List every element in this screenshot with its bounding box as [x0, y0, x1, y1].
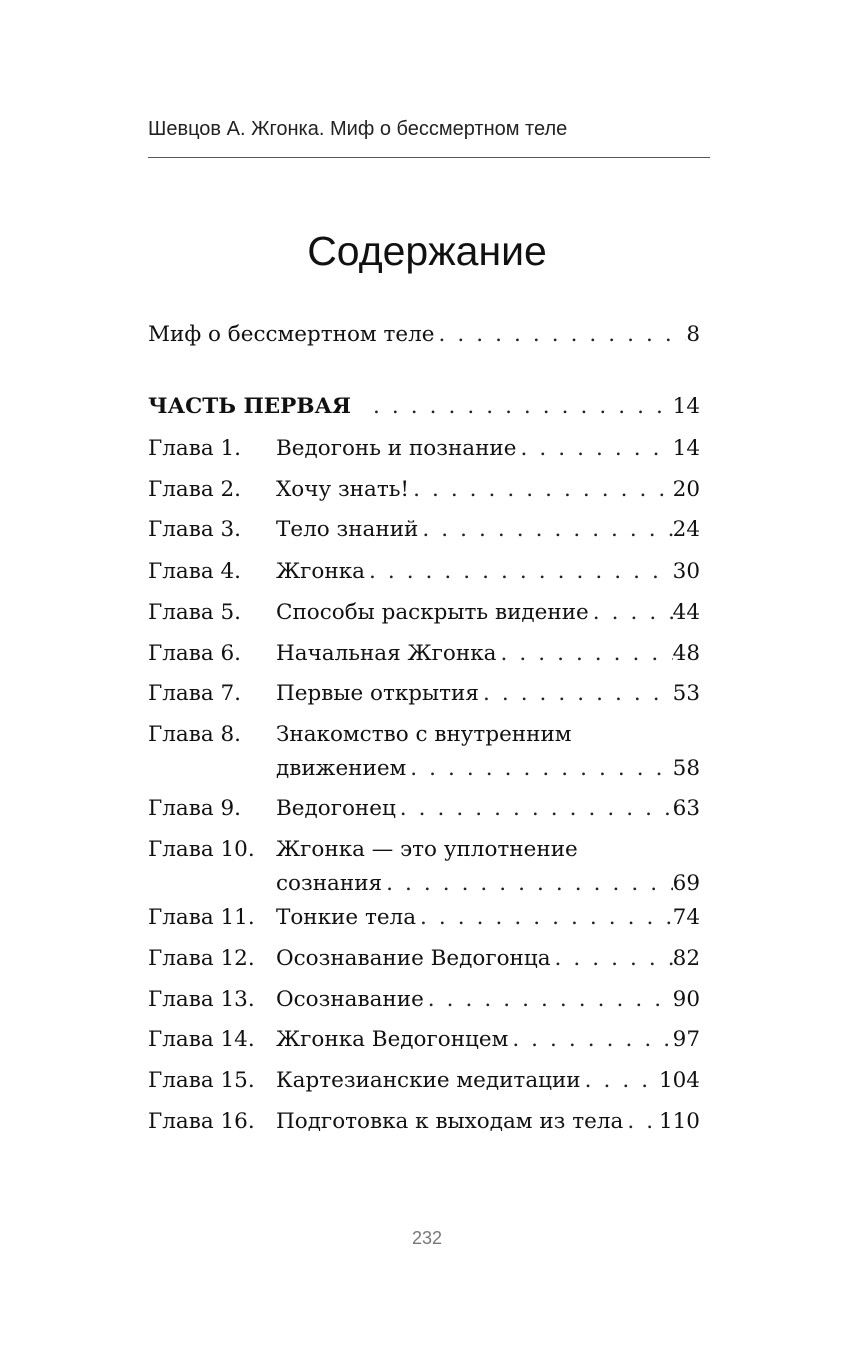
toc-entry-page: 8: [686, 322, 700, 347]
running-header: Шевцов А. Жгонка. Миф о бессмертном теле: [148, 118, 568, 140]
toc-part-title: ЧАСТЬ ПЕРВАЯ: [148, 394, 351, 419]
chapter-page: 20: [672, 477, 700, 502]
chapter-title: Способы раскрыть видение: [276, 600, 589, 625]
dot-leader: [623, 1105, 659, 1139]
chapter-title: Жгонка Ведогонцем: [276, 1027, 509, 1052]
chapter-label: Глава 14.: [148, 1027, 255, 1052]
chapter-title-line1: Жгонка — это уплотнение: [276, 837, 578, 862]
chapter-label: Глава 6.: [148, 641, 241, 666]
header-rule: [148, 157, 710, 158]
chapter-title: Ведогонь и познание: [276, 436, 517, 461]
chapter-label: Глава 13.: [148, 987, 255, 1012]
dot-leader: [424, 983, 673, 1017]
chapter-title: сознания: [276, 871, 383, 896]
chapter-page: 24: [672, 517, 700, 542]
chapter-page: 14: [672, 436, 700, 461]
dot-leader: [434, 318, 686, 352]
chapter-title: Жгонка: [276, 559, 365, 584]
toc-entry-title: Миф о бессмертном теле: [148, 322, 435, 347]
chapter-title: Подготовка к выходам из тела: [276, 1109, 624, 1134]
chapter-page: 110: [658, 1109, 700, 1134]
chapter-title: Начальная Жгонка: [276, 641, 497, 666]
chapter-title: Картезианские медитации: [276, 1068, 581, 1093]
chapter-label: Глава 10.: [148, 837, 255, 862]
dot-leader: [416, 901, 673, 935]
dot-leader: [396, 792, 673, 826]
chapter-page: 44: [672, 600, 700, 625]
dot-leader: [365, 555, 673, 589]
toc-entry-page: 14: [672, 394, 700, 419]
chapter-page: 53: [672, 681, 700, 706]
chapter-page: 63: [672, 796, 700, 821]
chapter-title: Первые открытия: [276, 681, 479, 706]
chapter-label: Глава 2.: [148, 477, 241, 502]
chapter-page: 30: [672, 559, 700, 584]
chapter-page: 104: [658, 1068, 700, 1093]
chapter-title: Тело знаний: [276, 517, 419, 542]
chapter-label: Глава 12.: [148, 946, 255, 971]
chapter-label: Глава 4.: [148, 559, 241, 584]
dot-leader: [551, 942, 673, 976]
chapter-title: Осознавание: [276, 987, 424, 1012]
chapter-title: Осознавание Ведогонца: [276, 946, 551, 971]
dot-leader: [516, 432, 672, 466]
dot-leader: [418, 513, 672, 547]
page-title: Содержание: [307, 228, 547, 274]
chapter-page: 74: [672, 905, 700, 930]
dot-leader: [369, 390, 673, 424]
chapter-label: Глава 7.: [148, 681, 241, 706]
chapter-label: Глава 15.: [148, 1068, 255, 1093]
chapter-label: Глава 11.: [148, 905, 255, 930]
dot-leader: [409, 473, 673, 507]
chapter-page: 82: [672, 946, 700, 971]
dot-leader: [581, 1064, 659, 1098]
chapter-page: 48: [672, 641, 700, 666]
dot-leader: [496, 637, 672, 671]
chapter-label: Глава 1.: [148, 436, 241, 461]
chapter-title: Тонкие тела: [276, 905, 417, 930]
dot-leader: [382, 867, 673, 901]
dot-leader: [508, 1023, 672, 1057]
chapter-label: Глава 9.: [148, 796, 241, 821]
page-number: 232: [411, 1228, 443, 1248]
chapter-label: Глава 3.: [148, 517, 241, 542]
chapter-title: движением: [276, 756, 407, 781]
chapter-label: Глава 5.: [148, 600, 241, 625]
chapter-label: Глава 8.: [148, 722, 241, 747]
chapter-title-line1: Знакомство с внутренним: [276, 722, 572, 747]
dot-leader: [479, 677, 673, 711]
chapter-title: Ведогонец: [276, 796, 396, 821]
dot-leader: [589, 596, 673, 630]
chapter-title: Хочу знать!: [276, 477, 410, 502]
chapter-page: 69: [672, 871, 700, 896]
chapter-page: 97: [672, 1027, 700, 1052]
chapter-label: Глава 16.: [148, 1109, 255, 1134]
chapter-page: 90: [672, 987, 700, 1012]
dot-leader: [406, 752, 672, 786]
chapter-page: 58: [672, 756, 700, 781]
